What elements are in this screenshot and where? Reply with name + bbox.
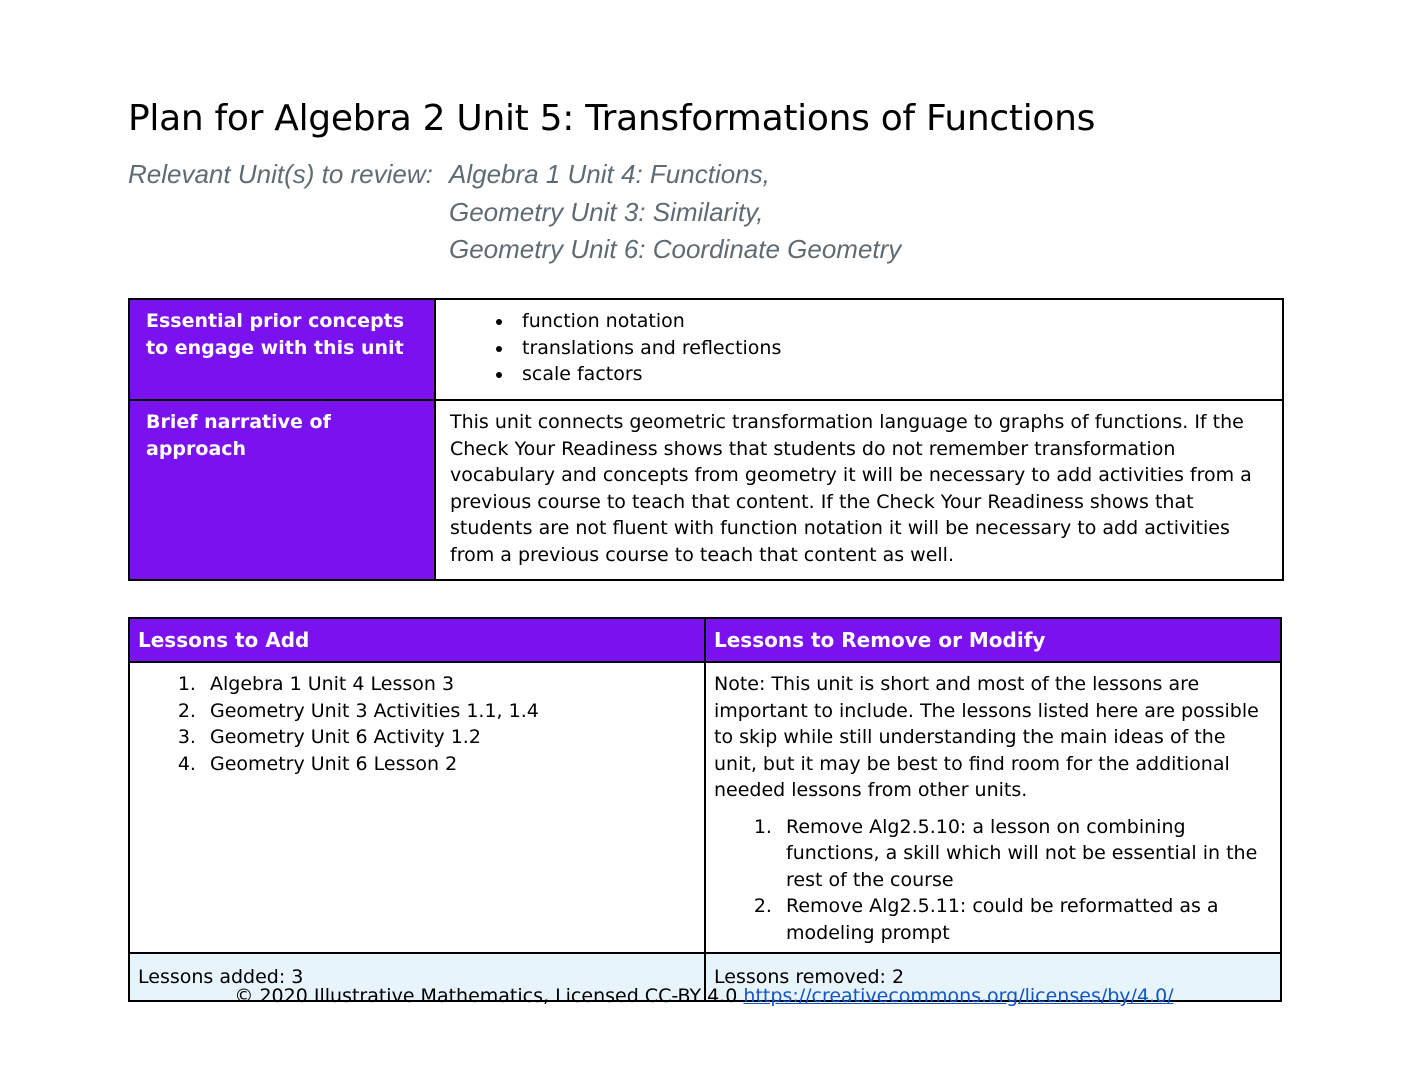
- lessons-removed-count: Lessons removed: 2: [705, 953, 1281, 1001]
- review-unit-list: [449, 156, 901, 269]
- lessons-add-cell: [129, 662, 705, 953]
- list-item: 2. Geometry Unit 3 Activities 1.1, 1.4: [202, 698, 696, 725]
- lessons-body-row: [129, 662, 1281, 953]
- license-link[interactable]: https://creativecommons.org/licenses/by/4.0/: [743, 985, 1174, 1007]
- review-unit: Algebra 1 Unit 4: Functions,: [449, 159, 770, 189]
- lessons-added-count: Lessons added: 3: [129, 953, 705, 1001]
- lessons-header-row: [129, 618, 1281, 662]
- lessons-remove-cell: [705, 662, 1281, 953]
- lessons-table: [128, 617, 1282, 1002]
- narrative-header: Brief narrative of approach: [129, 400, 435, 580]
- lessons-remove-list: [714, 814, 1272, 947]
- list-item: 4. Geometry Unit 6 Lesson 2: [202, 751, 696, 778]
- lessons-remove-header: Lessons to Remove or Modify: [705, 618, 1281, 662]
- page-footer: [0, 985, 1408, 1007]
- list-item: • function notation: [514, 308, 1268, 335]
- lessons-add-header: Lessons to Add: [129, 618, 705, 662]
- narrative-text: This unit connects geometric transformation language to graphs of functions. If the Check Your Readiness shows that students do not remember transformation vocabulary and concepts from geometry it will be necessary to add activities from a previous course to teach that content. If the Check Your Readiness shows that students are not fluent with function notation it will be necessary to add activities from a previous course to teach that content as well.: [435, 400, 1283, 580]
- concepts-header: Essential prior concepts to engage with this unit: [129, 299, 435, 400]
- list-item: • scale factors: [514, 361, 1268, 388]
- review-unit: Geometry Unit 3: Similarity,: [449, 196, 764, 227]
- concepts-cell: [435, 299, 1283, 400]
- review-label: Relevant Unit(s) to review:: [128, 159, 433, 189]
- list-item: 1. Algebra 1 Unit 4 Lesson 3: [202, 671, 696, 698]
- list-item: 1. Remove Alg2.5.10: a lesson on combining functions, a skill which will not be essential in the rest of the course: [778, 814, 1272, 894]
- remove-note: Note: This unit is short and most of the lessons are important to include. The lessons listed here are possible to skip while still understanding the main ideas of the unit, but it may be best to find room for the additional needed lessons from other units.: [714, 673, 1259, 801]
- copyright-text: © 2020 Illustrative Mathematics, Licensed CC-BY 4.0: [234, 985, 738, 1007]
- page-title: Plan for Algebra 2 Unit 5: Transformations of Functions: [128, 98, 1096, 139]
- list-item: 3. Geometry Unit 6 Activity 1.2: [202, 724, 696, 751]
- narrative-row: [129, 400, 1283, 580]
- lessons-add-list: [138, 671, 696, 777]
- concepts-row: [129, 299, 1283, 400]
- overview-table: [128, 298, 1284, 581]
- concepts-list: [450, 308, 1268, 388]
- list-item: • translations and reflections: [514, 335, 1268, 362]
- list-item: 2. Remove Alg2.5.11: could be reformatted as a modeling prompt: [778, 893, 1272, 946]
- review-unit: Geometry Unit 6: Coordinate Geometry: [449, 234, 902, 264]
